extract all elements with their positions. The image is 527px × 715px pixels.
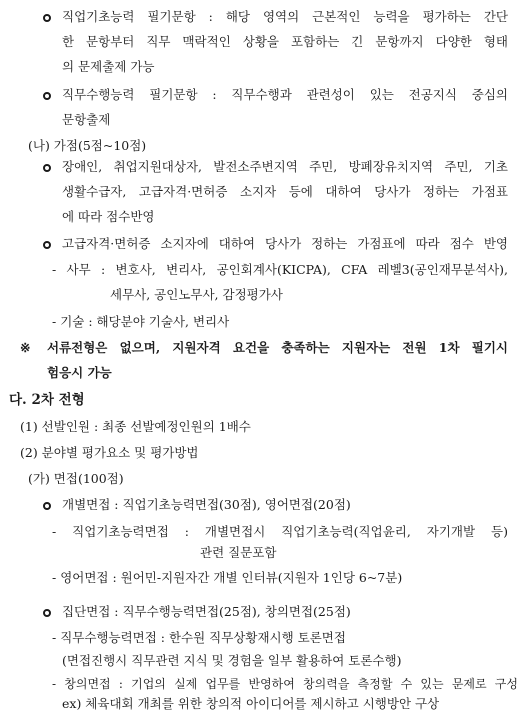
individual-sub1-line1: - 직업기초능력면접 : 개별면접시 직업기초능력(직업윤리, 자기개발 등) xyxy=(52,524,508,539)
group-interview: 집단면접 : 직무수행능력면접(25점), 창의면접(25점) xyxy=(62,604,351,619)
bonus-office-line1: - 사무 : 변호사, 변리사, 공인회계사(KICPA), CFA 레벨3(공인재무분석사), xyxy=(52,262,508,277)
hollow-bullet-icon xyxy=(43,502,51,510)
bonus-item1-line3: 에 따라 점수반영 xyxy=(62,209,155,224)
note-line2: 험응시 가능 xyxy=(47,365,112,380)
hollow-bullet-icon xyxy=(43,14,51,22)
bonus-item1-line1: 장애인, 취업지원대상자, 발전소주변지역 주민, 방폐장유치지역 주민, 기초 xyxy=(62,159,508,174)
individual-interview: 개별면접 : 직업기초능력면접(30점), 영어면접(20점) xyxy=(62,497,351,512)
stage2-selection: (1) 선발인원 : 최종 선발예정인원의 1배수 xyxy=(20,419,251,434)
bonus-tech: - 기술 : 해당분야 기술사, 변리사 xyxy=(52,314,230,329)
written-item-job-line2: 문항출제 xyxy=(62,112,111,127)
hollow-bullet-icon xyxy=(43,164,51,172)
written-item-job-line1: 직무수행능력 필기문항 : 직무수행과 관련성이 있는 전공지식 중심의 xyxy=(62,87,508,102)
bonus-item1-line2: 생활수급자, 고급자격·면허증 소지자 등에 대하여 당사가 정하는 가점표 xyxy=(62,184,508,199)
note-mark: ※ xyxy=(20,340,31,355)
hollow-bullet-icon xyxy=(43,241,51,249)
group-sub2-line2: ex) 체육대회 개최를 위한 창의적 아이디어를 제시하고 시행방안 구상 xyxy=(62,696,440,711)
stage2-heading: 다. 2차 전형 xyxy=(9,392,85,408)
written-item-basic-line3: 의 문제출제 가능 xyxy=(62,59,155,74)
note-line1: 서류전형은 없으며, 지원자격 요건을 충족하는 지원자는 전원 1차 필기시 xyxy=(47,340,508,355)
hollow-bullet-icon xyxy=(43,92,51,100)
group-sub2-line1: - 창의면접 : 기업의 실제 업무를 반영하여 창의력을 측정할 수 있는 문제로 구성 xyxy=(52,677,518,691)
hollow-bullet-icon xyxy=(43,609,51,617)
bonus-item2: 고급자격·면허증 소지자에 대하여 당사가 정하는 가점표에 따라 점수 반영 xyxy=(62,236,508,251)
individual-sub2: - 영어면접 : 원어민-지원자간 개별 인터뷰(지원자 1인당 6~7분) xyxy=(52,570,403,585)
bonus-heading: (나) 가점(5점~10점) xyxy=(28,138,147,153)
written-item-basic-line1: 직업기초능력 필기문항 : 해당 영역의 근본적인 능력을 평가하는 간단 xyxy=(62,9,508,24)
stage2-method: (2) 분야별 평가요소 및 평가방법 xyxy=(20,445,199,460)
group-sub1-line2: (면접진행시 직무관련 지식 및 경험을 일부 활용하여 토론수행) xyxy=(62,653,402,668)
bonus-office-line2: 세무사, 공인노무사, 감정평가사 xyxy=(110,287,283,302)
group-sub1-line1: - 직무수행능력면접 : 한수원 직무상황재시행 토론면접 xyxy=(52,630,346,645)
written-item-basic-line2: 한 문항부터 직무 맥락적인 상황을 포함하는 긴 문항까지 다양한 형태 xyxy=(62,34,508,49)
interview-heading: (가) 면접(100점) xyxy=(28,471,124,486)
individual-sub1-line2: 관련 질문포함 xyxy=(200,545,277,560)
